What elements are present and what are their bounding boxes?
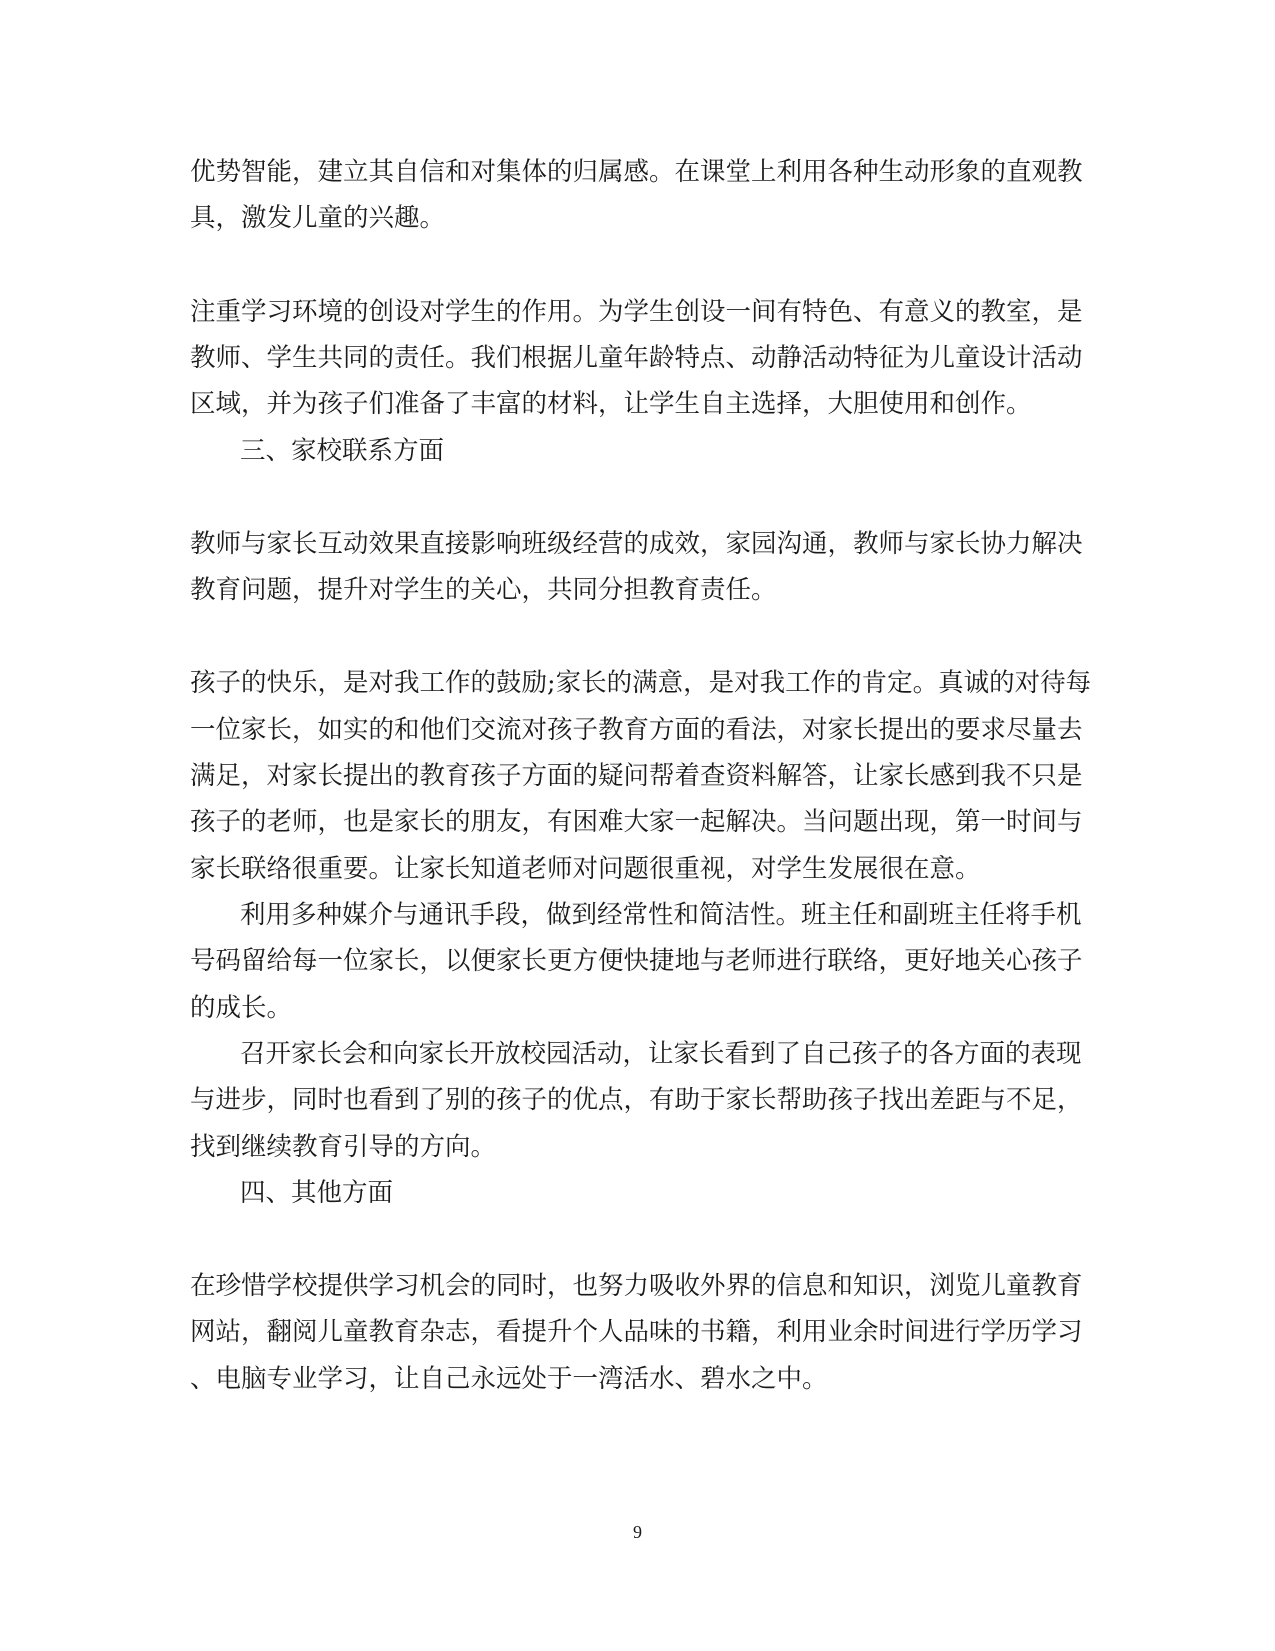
text-line: 具，激发儿童的兴趣。 <box>190 203 446 233</box>
text-line: 与进步，同时也看到了别的孩子的优点，有助于家长帮助孩子找出差距与不足， <box>190 1085 1083 1115</box>
section-heading: 四、其他方面 <box>240 1178 394 1208</box>
text-line: 教师、学生共同的责任。我们根据儿童年龄特点、动静活动特征为儿童设计活动 <box>190 343 1083 373</box>
section-heading: 三、家校联系方面 <box>240 436 445 466</box>
text-line: 满足，对家长提出的教育孩子方面的疑问帮着查资料解答，让家长感到我不只是 <box>190 761 1083 791</box>
text-line: 教育问题，提升对学生的关心，共同分担教育责任。 <box>190 575 777 605</box>
text-line: 利用多种媒介与通讯手段，做到经常性和简洁性。班主任和副班主任将手机 <box>240 900 1082 930</box>
text-line: 在珍惜学校提供学习机会的同时，也努力吸收外界的信息和知识，浏览儿童教育 <box>190 1271 1083 1301</box>
text-line: 一位家长，如实的和他们交流对孩子教育方面的看法，对家长提出的要求尽量去 <box>190 715 1083 745</box>
text-line: 优势智能，建立其自信和对集体的归属感。在课堂上利用各种生动形象的直观教 <box>190 157 1083 187</box>
text-line: 的成长。 <box>190 993 293 1023</box>
text-line: 号码留给每一位家长，以便家长更方便快捷地与老师进行联络，更好地关心孩子 <box>190 946 1083 976</box>
text-line: 、电脑专业学习，让自己永远处于一湾活水、碧水之中。 <box>190 1364 828 1394</box>
text-line: 找到继续教育引导的方向。 <box>190 1132 497 1162</box>
page-number: 9 <box>633 1522 642 1542</box>
text-line: 召开家长会和向家长开放校园活动，让家长看到了自己孩子的各方面的表现 <box>240 1039 1082 1069</box>
text-line: 孩子的快乐，是对我工作的鼓励;家长的满意，是对我工作的肯定。真诚的对待每 <box>190 668 1092 698</box>
text-line: 网站，翻阅儿童教育杂志，看提升个人品味的书籍，利用业余时间进行学历学习 <box>190 1317 1083 1347</box>
text-line: 教师与家长互动效果直接影响班级经营的成效，家园沟通，教师与家长协力解决 <box>190 529 1083 559</box>
text-line: 孩子的老师，也是家长的朋友，有困难大家一起解决。当问题出现，第一时间与 <box>190 807 1083 837</box>
text-line: 家长联络很重要。让家长知道老师对问题很重视，对学生发展很在意。 <box>190 854 981 884</box>
text-line: 注重学习环境的创设对学生的作用。为学生创设一间有特色、有意义的教室，是 <box>190 297 1083 327</box>
text-line: 区域，并为孩子们准备了丰富的材料，让学生自主选择，大胆使用和创作。 <box>190 389 1032 419</box>
